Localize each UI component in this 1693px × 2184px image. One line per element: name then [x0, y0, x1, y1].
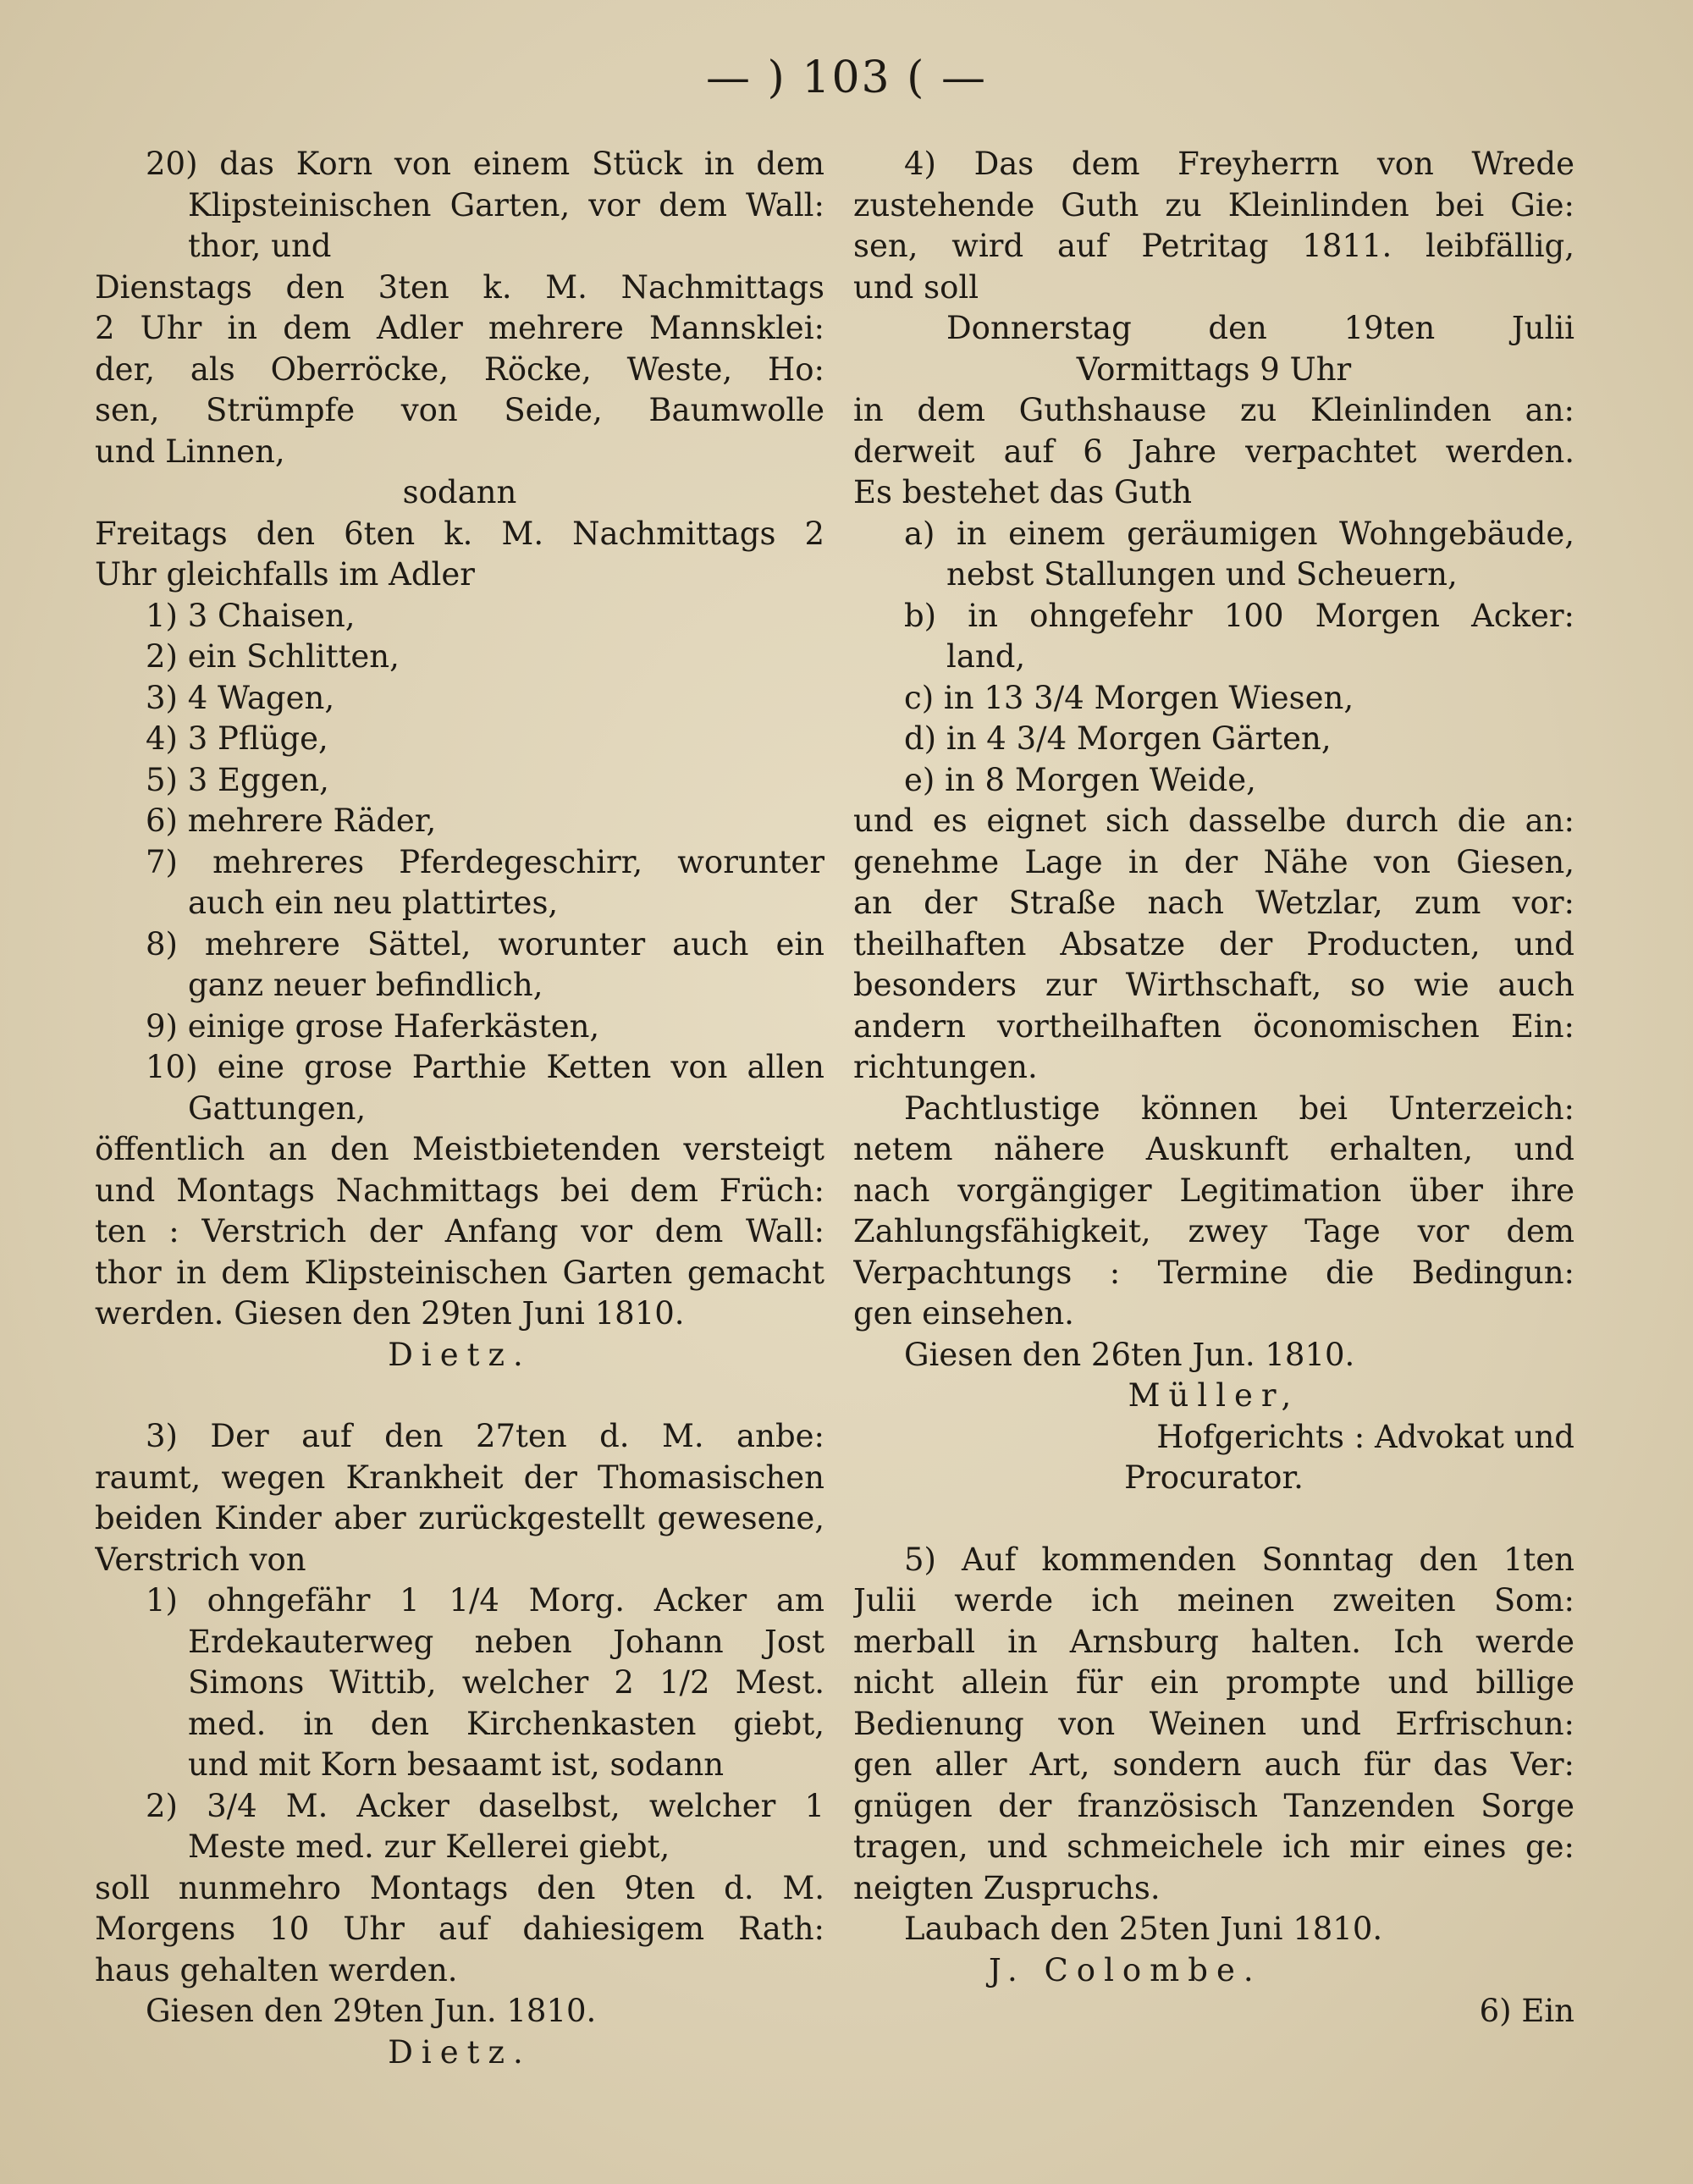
text-line: gen aller Art, sondern auch für das Ver: [853, 1746, 1574, 1783]
text-line: Dienstags den 3ten k. M. Nachmittags [95, 268, 824, 306]
text-line: auch ein neu plattirtes, [188, 885, 559, 921]
paragraph-gap [853, 1499, 1574, 1540]
text-line: an der Straße nach Wetzlar, zum vor: [853, 885, 1574, 921]
text-line: Verstrich von [95, 1541, 306, 1578]
paragraph-gap [95, 1376, 824, 1416]
text-line: Procurator. [1124, 1459, 1304, 1496]
text-line: 2) 3/4 M. Acker daselbst, welcher 1 [146, 1787, 824, 1824]
text-line: Erdekauterweg neben Johann Jost [188, 1623, 824, 1660]
text-line: nicht allein für ein prompte und billige [853, 1664, 1574, 1701]
text-line: c) in 13 3/4 Morgen Wiesen, [904, 679, 1354, 716]
text-line: nebst Stallungen und Scheuern, [946, 556, 1458, 593]
text-line: Uhr gleichfalls im Adler [95, 556, 475, 593]
text-line: Donnerstag den 19ten Julii [946, 310, 1574, 346]
text-line: 7) mehreres Pferdegeschirr, worunter [146, 843, 824, 880]
text-line: 5) 3 Eggen, [146, 761, 329, 798]
text-line: Freitags den 6ten k. M. Nachmittags 2 [95, 515, 824, 552]
text-line: netem nähere Auskunft erhalten, und [853, 1131, 1574, 1167]
text-line: und soll [853, 268, 979, 306]
text-line: Vormittags 9 Uhr [1076, 350, 1352, 388]
text-line: derweit auf 6 Jahre verpachtet werden. [853, 433, 1574, 470]
text-line: gen einsehen. [853, 1295, 1074, 1332]
text-line: J. Colombe. [989, 1951, 1262, 1988]
right-column [853, 144, 1574, 2032]
text-line: med. in den Kirchenkasten giebt, [188, 1705, 824, 1742]
text-line: der, als Oberröcke, Röcke, Weste, Ho: [95, 350, 824, 388]
text-line: und Montags Nachmittags bei dem Früch: [95, 1172, 824, 1209]
text-line: ten : Verstrich der Anfang vor dem Wall: [95, 1213, 824, 1249]
text-line: 9) einige grose Haferkästen, [146, 1007, 600, 1045]
text-line: nach vorgängiger Legitimation über ihre [853, 1172, 1574, 1209]
text-line: Bedienung von Weinen und Erfrischun: [853, 1705, 1574, 1742]
text-line: genehme Lage in der Nähe von Giesen, [853, 843, 1574, 880]
text-line: tragen, und schmeichele ich mir eines ge: [853, 1828, 1574, 1865]
text-line: 1) ohngefähr 1 1/4 Morg. Acker am [146, 1582, 824, 1619]
text-line: 2) ein Schlitten, [146, 638, 400, 675]
text-line: Laubach den 25ten Juni 1810. [904, 1911, 1383, 1947]
text-line: in dem Guthshause zu Kleinlinden an: [853, 392, 1574, 428]
text-line: Morgens 10 Uhr auf dahiesigem Rath: [95, 1911, 824, 1947]
text-line: und mit Korn besaamt ist, sodann [188, 1746, 725, 1783]
text-line: und Linnen, [95, 433, 285, 470]
text-line: Klipsteinischen Garten, vor dem Wall: [188, 186, 824, 223]
text-line: 3) 4 Wagen, [146, 679, 335, 716]
text-line: 6) mehrere Räder, [146, 802, 437, 839]
text-line: 2 Uhr in dem Adler mehrere Mannsklei: [95, 310, 824, 346]
text-line: b) in ohngefehr 100 Morgen Acker: [904, 597, 1574, 634]
text-line: Giesen den 26ten Jun. 1810. [904, 1336, 1355, 1373]
text-line: Dietz. [388, 1336, 532, 1373]
text-line: 20) das Korn von einem Stück in dem [146, 146, 824, 182]
text-line: neigten Zuspruchs. [853, 1869, 1161, 1906]
text-line: zustehende Guth zu Kleinlinden bei Gie: [853, 186, 1574, 223]
text-line: land, [946, 638, 1026, 675]
text-line: soll nunmehro Montags den 9ten d. M. [95, 1869, 824, 1906]
text-line: Meste med. zur Kellerei giebt, [188, 1828, 670, 1865]
text-line: d) in 4 3/4 Morgen Gärten, [904, 720, 1332, 757]
text-line: Zahlungsfähigkeit, zwey Tage vor dem [853, 1213, 1574, 1249]
text-line: 6) Ein [1479, 1993, 1574, 2029]
text-line: 5) Auf kommenden Sonntag den 1ten [904, 1541, 1574, 1578]
text-line: beiden Kinder aber zurückgestellt gewesene, [95, 1500, 824, 1536]
text-line: sen, Strümpfe von Seide, Baumwolle [95, 392, 824, 428]
text-line: Giesen den 29ten Jun. 1810. [146, 1993, 597, 2029]
text-line: a) in einem geräumigen Wohngebäude, [904, 515, 1574, 552]
text-line: thor, und [188, 228, 332, 264]
text-line: gnügen der französisch Tanzenden Sorge [853, 1787, 1574, 1824]
text-line: Simons Wittib, welcher 2 1/2 Mest. [188, 1664, 824, 1701]
page-number: — ) 103 ( — [706, 52, 987, 103]
text-line: thor in dem Klipsteinischen Garten gemacht [95, 1254, 824, 1291]
text-line: Verpachtungs : Termine die Bedingun: [853, 1254, 1574, 1291]
text-line: Dietz. [388, 2033, 532, 2071]
text-line: sodann [402, 474, 517, 510]
text-line: besonders zur Wirthschaft, so wie auch [853, 967, 1574, 1003]
text-line: richtungen. [853, 1049, 1038, 1085]
text-line: öffentlich an den Meistbietenden versteigt [95, 1131, 824, 1167]
text-line: Gattungen, [188, 1089, 367, 1127]
left-column [95, 144, 824, 2073]
text-line: 3) Der auf den 27ten d. M. anbe: [146, 1418, 824, 1454]
text-line: 10) eine grose Parthie Ketten von allen [146, 1049, 824, 1085]
text-line: sen, wird auf Petritag 1811. leibfällig, [853, 228, 1574, 264]
text-line: Es bestehet das Guth [853, 474, 1193, 510]
text-line: Müller, [1128, 1377, 1300, 1414]
text-line: und es eignet sich dasselbe durch die an: [853, 802, 1574, 839]
text-line: 4) Das dem Freyherrn von Wrede [904, 146, 1574, 182]
text-line: Pachtlustige können bei Unterzeich: [904, 1089, 1574, 1127]
text-line: andern vortheilhaften öconomischen Ein: [853, 1007, 1574, 1045]
text-line: 8) mehrere Sättel, worunter auch ein [146, 925, 824, 962]
text-line: merball in Arnsburg halten. Ich werde [853, 1623, 1574, 1660]
text-line: 4) 3 Pflüge, [146, 720, 328, 757]
text-line: raumt, wegen Krankheit der Thomasischen [95, 1459, 824, 1496]
text-line: 1) 3 Chaisen, [146, 597, 356, 634]
text-line: theilhaften Absatze der Producten, und [853, 925, 1574, 962]
text-line: Julii werde ich meinen zweiten Som: [853, 1582, 1574, 1619]
text-line: werden. Giesen den 29ten Juni 1810. [95, 1295, 685, 1332]
text-line: ganz neuer befindlich, [188, 967, 543, 1003]
text-line: Hofgerichts : Advokat und [1156, 1418, 1574, 1455]
text-line: e) in 8 Morgen Weide, [904, 761, 1256, 798]
text-line: haus gehalten werden. [95, 1951, 458, 1988]
